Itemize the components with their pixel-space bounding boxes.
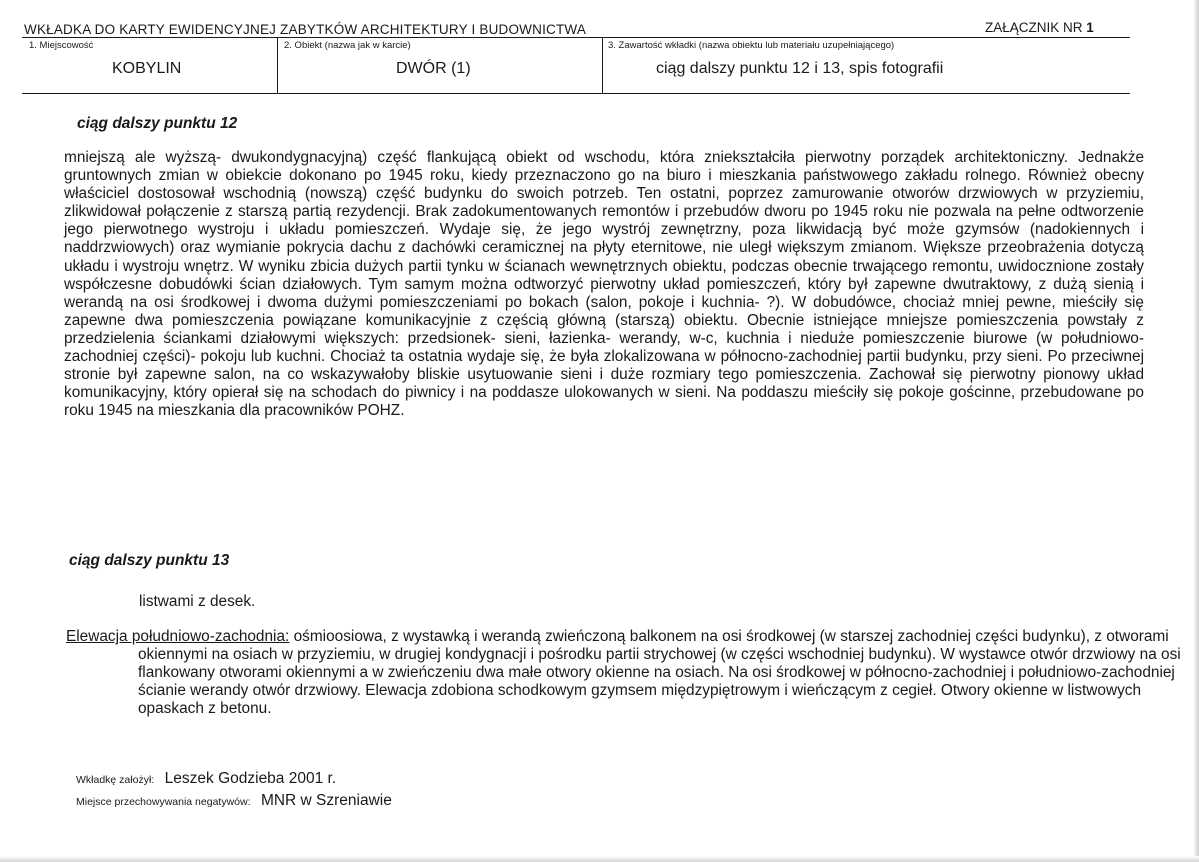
author-label: Wkładkę założył: — [76, 774, 155, 786]
field-locality-label: 1. Miejscowość — [29, 40, 94, 51]
header-divider-2 — [602, 38, 603, 93]
header-bottom-rule — [22, 93, 1130, 94]
scan-edge-shadow — [1193, 0, 1199, 862]
header-top-rule — [22, 37, 1130, 38]
form-title: WKŁADKA DO KARTY EWIDENCYJNEJ ZABYTKÓW ARCHITEKTURY I BUDOWNICTWA — [24, 22, 587, 37]
attachment-number: 1 — [1086, 20, 1094, 35]
header-divider-1 — [277, 38, 278, 93]
field-content-label: 3. Zawartość wkładki (nazwa obiektu lub materiału uzupełniającego) — [608, 40, 895, 51]
section-13-first-line: listwami z desek. — [139, 593, 256, 610]
elevation-text: ośmioosiowa, z wystawką i werandą zwieńczoną balkonem na osi środkowej (w starszej zachodniej części budynku), z otworami okiennymi na osiach w przyziemiu, w drugiej kondygnacji i pośrodku partii strychowej (w części wschodniej budynku). W wystawce otwór drzwiowy na osi flankowany otworami okiennymi a w zwieńczeniu dwa małe otwory okienne na osiach. Na osi środkowej w północno-zachodniej i południowo-zachodniej ścianie werandy otwór drzwiowy. Elewacja zdobiona schodkowym gzymsem międzypiętrowym i wieńczącym z cegieł. Otwory okienne w listwowych opaskach z betonu. — [138, 628, 1181, 717]
elevation-label: Elewacja południowo-zachodnia: — [66, 628, 290, 645]
field-object-value: DWÓR (1) — [396, 60, 471, 77]
attachment-label — [985, 20, 1094, 35]
field-object-label: 2. Obiekt (nazwa jak w karcie) — [284, 40, 411, 51]
scan-edge-bottom-shadow — [0, 856, 1199, 862]
attachment-label-text: ZAŁĄCZNIK NR — [985, 20, 1083, 35]
field-locality-value: KOBYLIN — [112, 60, 182, 77]
field-content-value: ciąg dalszy punktu 12 i 13, spis fotografii — [656, 60, 944, 77]
elevation-paragraph — [66, 628, 1188, 718]
storage-label: Miejsce przechowywania negatywów: — [76, 796, 251, 808]
section-12-title: ciąg dalszy punktu 12 — [77, 115, 238, 132]
author-value: Leszek Godzieba 2001 r. — [164, 770, 337, 787]
author-line — [76, 770, 336, 788]
storage-value: MNR w Szreniawie — [260, 792, 392, 809]
storage-line — [76, 792, 392, 810]
section-12-text: mniejszą ale wyższą- dwukondygnacyjną) część flankującą obiekt od wschodu, która zniekształciła pierwotny porządek architektoniczny. Jednakże gruntownych zmian w obiekcie dokonano po 1945 roku, kiedy przeznaczono go na biuro i mieszkania państwowego zakładu rolnego. Również obecny właściciel dostosował wschodnią (nowszą) część budynku do swoich potrzeb. Ten ostatni, poprzez zamurowanie otworów drzwiowych w przyziemiu, zlikwidował połączenie z starszą partią rezydencji. Brak zadokumentowanych remontów i przebudów dworu po 1945 roku nie pozwala na pełne odtworzenie jego pierwotnego wystroju i układu pomieszczeń. Wydaje się, że jego wystrój zewnętrzny, poza likwidacją być może gzymsów (nadokiennych i naddrzwiowych) oraz wymianie pokrycia dachu z dachówki ceramicznej na płyty eternitowe, nie uległ większym zmianom. Większe przeobrażenia dotyczą układu i wystroju wnętrz. W wyniku zbicia dużych partii tynku w ścianach wewnętrznych obiektu, podczas obecnie trwającego remontu, uwidocznione zostały współczesne dobudówki ścian działowych. Tym samym można odtworzyć pierwotny układ pomieszczeń, który był zapewne dwutraktowy, z dużą sienią i werandą na osi środkowej i dwoma dużymi pomieszczeniami po bokach (salon, pokoje i kuchnia- ?). W dobudówce, chociaż mniej pewne, mieściły się zapewne dwa pomieszczenia powiązane komunikacyjnie z częścią główną (starszą) obiektu. Obecnie istniejące mniejsze pomieszczenia powstały z przedzielenia ściankami działowymi większych: przedsionek- sieni, łazienka- werandy, w-c, kuchnia i nieduże pomieszczenie biurowe (w południowo-zachodniej części)- pokoju lub kuchni. Chociaż ta ostatnia wydaje się, że była zlokalizowana w północno-zachodniej partii budynku, przy sieni. Po przeciwnej stronie był zapewne salon, na co wskazywałoby bliskie usytuowanie sieni i duże rozmiary tego pomieszczenia. Zachował się pierwotny pionowy układ komunikacyjny, który opierał się na schodach do piwnicy i na poddasze ulokowanych w sieni. Na poddaszu mieściły się pokoje gościnne, przebudowane po roku 1945 na mieszkania dla pracowników POHZ. — [64, 149, 1144, 420]
section-13-title: ciąg dalszy punktu 13 — [69, 552, 230, 569]
